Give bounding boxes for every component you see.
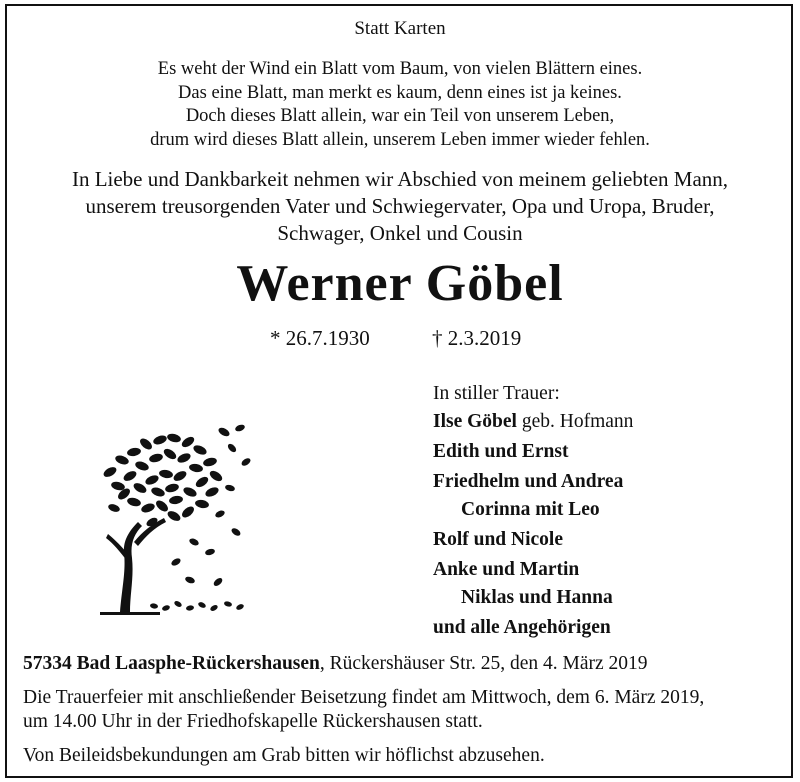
mourners-heading: In stiller Trauer: (433, 383, 560, 404)
service-line: um 14.00 Uhr in der Friedhofskapelle Rückershausen statt. (23, 711, 483, 732)
mourner-line: Corinna mit Leo (461, 499, 600, 520)
header-text: Statt Karten (354, 18, 446, 39)
mourner-wife (433, 408, 633, 436)
place-date-line (23, 652, 704, 676)
footer (23, 652, 704, 768)
poem-line: drum wird dieses Blatt allein, unserem Leben immer wieder fehlen. (150, 129, 650, 150)
intro-line: unserem treusorgenden Vater und Schwiegervater, Opa und Uropa, Bruder, (85, 194, 715, 218)
poem (0, 58, 800, 152)
mourner-line: Niklas und Hanna (461, 587, 613, 608)
intro-text (0, 166, 800, 247)
intro-line: In Liebe und Dankbarkeit nehmen wir Abschied von meinem geliebten Mann, (71, 167, 729, 191)
mourner-line: Edith und Ernst (433, 441, 569, 462)
mourner-line: Friedhelm und Andrea (433, 471, 624, 492)
service-line: Die Trauerfeier mit anschließender Beisetzung findet am Mittwoch, dem 6. März 2019, (23, 687, 705, 708)
deceased-name: Werner Göbel (236, 255, 564, 312)
intro-line: Schwager, Onkel und Cousin (277, 221, 523, 245)
windblown-tree-icon (90, 412, 260, 622)
poem-line: Doch dieses Blatt allein, war ein Teil von unserem Leben, (185, 106, 615, 126)
mourner-wife-name: Ilse Göbel (433, 411, 517, 432)
place: 57334 Bad Laasphe-Rückershausen (23, 653, 320, 674)
condolence-note: Von Beileidsbekundungen am Grab bitten wir höflichst abzusehen. (23, 745, 545, 766)
mourner-line: Rolf und Nicole (433, 529, 564, 550)
mourner-wife-maiden: geb. Hofmann (516, 411, 634, 432)
mourners-list (433, 380, 633, 642)
birth-date: * 26.7.1930 (270, 326, 370, 350)
mourner-line: und alle Angehörigen (433, 617, 611, 638)
mourner-line: Anke und Martin (433, 559, 580, 580)
death-date: † 2.3.2019 (432, 326, 522, 350)
address-date: , Rückershäuser Str. 25, den 4. März 2019 (319, 653, 648, 674)
poem-line: Es weht der Wind ein Blatt vom Baum, von vielen Blättern eines. (157, 59, 643, 79)
poem-line: Das eine Blatt, man merkt es kaum, denn eines ist ja keines. (178, 82, 622, 103)
